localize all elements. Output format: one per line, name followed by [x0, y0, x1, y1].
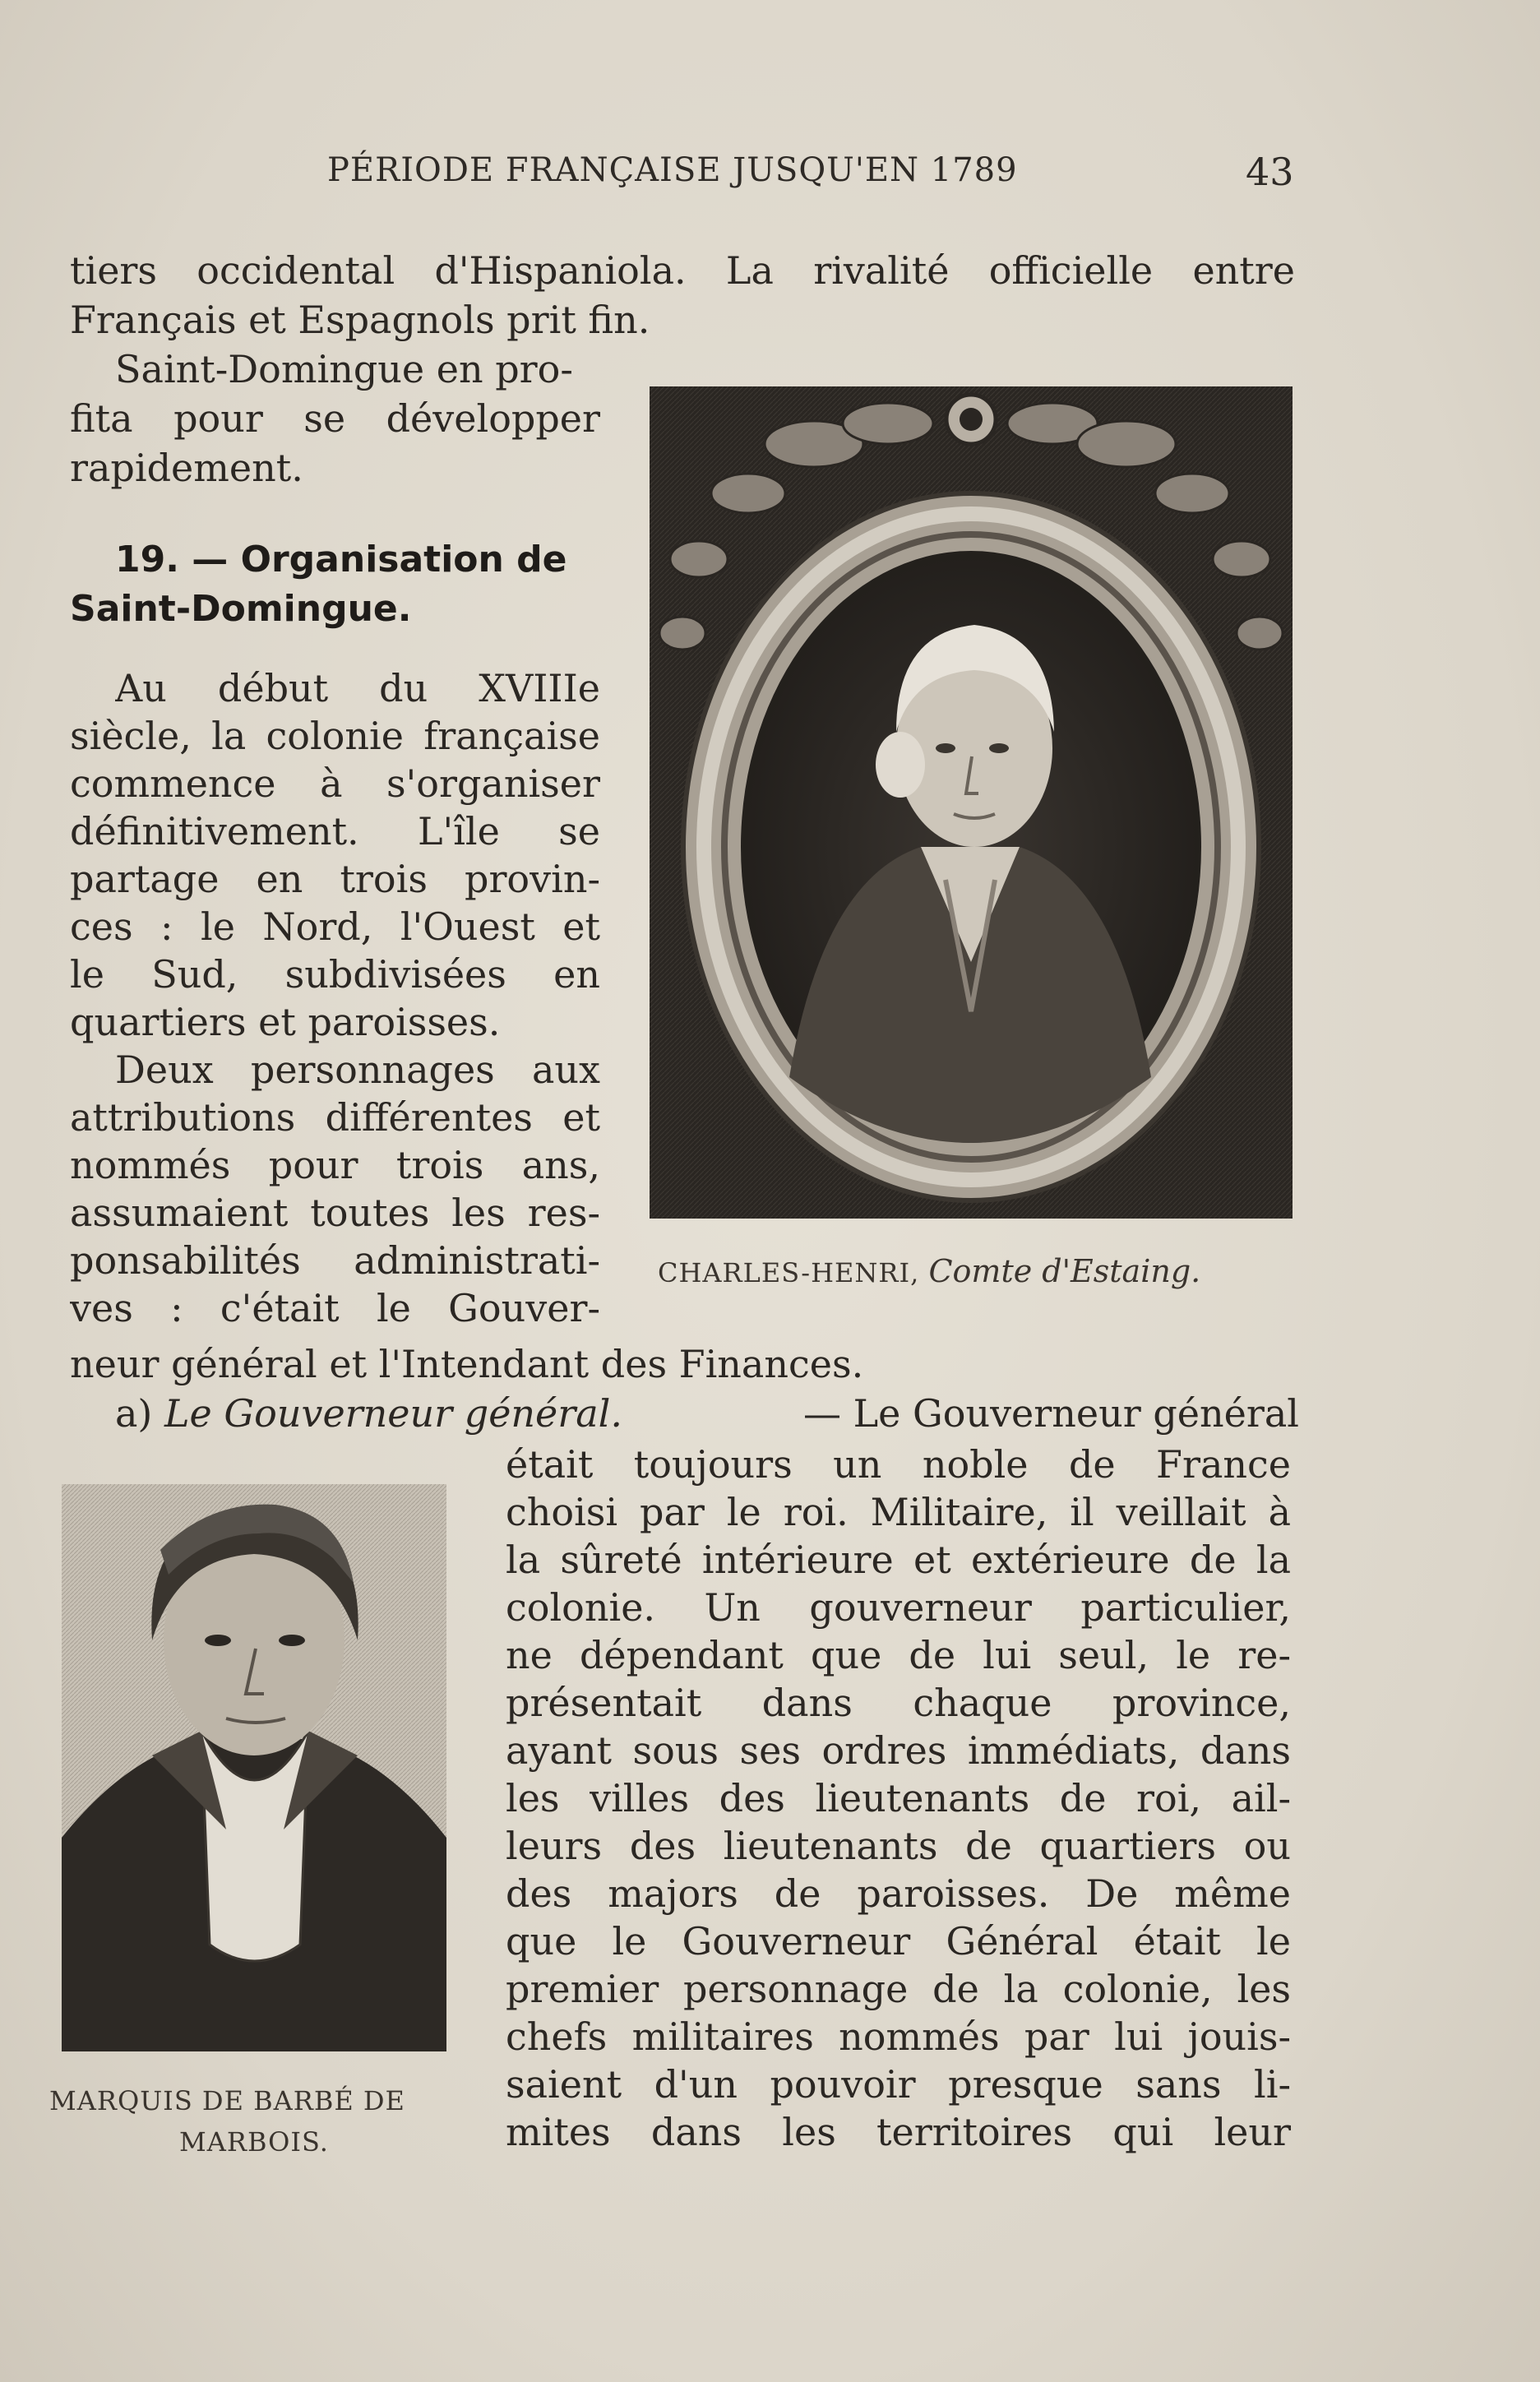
text-line: ces : le Nord, l'Ouest et — [70, 904, 600, 949]
text-line: les villes des lieutenants de roi, ail- — [506, 1776, 1291, 1820]
running-header — [0, 146, 1540, 204]
caption-estaing-name: CHARLES-HENRI, — [658, 1257, 920, 1288]
text-line: attributions différentes et — [70, 1095, 600, 1140]
portrait-estaing-image — [650, 386, 1293, 1219]
text-line: des majors de paroisses. De même — [506, 1871, 1291, 1916]
text-line: ayant sous ses ordres immédiats, dans — [506, 1728, 1291, 1773]
text-line: ves : c'était le Gouver- — [70, 1286, 600, 1330]
text-line: ne dépendant que de lui seul, le re- — [506, 1633, 1291, 1677]
text-line: assumaient toutes les res- — [70, 1191, 600, 1235]
text-line: siècle, la colonie française — [70, 714, 600, 758]
text-line: leurs des lieutenants de quartiers ou — [506, 1824, 1291, 1868]
text-line: le Sud, subdivisées en — [70, 952, 600, 997]
text-line: commence à s'organiser — [70, 761, 600, 806]
text-line: Saint-Domingue en pro- — [115, 347, 573, 391]
text-line: chefs militaires nommés par lui jouis- — [506, 2014, 1291, 2059]
portrait-barbe-image — [62, 1484, 446, 2051]
text-line: la sûreté intérieure et extérieure de la — [506, 1538, 1291, 1582]
text-line: définitivement. L'île se — [70, 809, 600, 853]
subsection-line — [115, 1390, 1299, 1437]
caption-barbe-line2: MARBOIS. — [179, 2126, 329, 2158]
text-line: partage en trois provin- — [70, 857, 600, 901]
text-line: choisi par le roi. Militaire, il veillait à — [506, 1490, 1291, 1534]
text-line: que le Gouverneur Général était le — [506, 1919, 1291, 1963]
caption-barbe-line1: MARQUIS DE BARBÉ DE — [49, 2085, 405, 2116]
text-line: saient d'un pouvoir presque sans li- — [506, 2062, 1291, 2107]
caption-estaing-title: Comte d'Estaing. — [928, 1253, 1201, 1289]
portrait-estaing — [650, 386, 1293, 1219]
caption-estaing — [658, 1253, 1200, 1289]
subsection-rest: — Le Gouverneur général — [802, 1391, 1299, 1436]
text-line: quartiers et paroisses. — [70, 1000, 501, 1044]
text-line: tiers occidental d'Hispaniola. La rivalité officielle entre — [70, 248, 1295, 293]
section-heading: 19. — Organisation de — [115, 539, 567, 580]
text-line: Français et Espagnols prit fin. — [70, 298, 650, 342]
subsection-title: Le Gouverneur général. — [164, 1391, 623, 1436]
portrait-barbe-marbois — [62, 1484, 446, 2051]
text-line: colonie. Un gouverneur particulier, — [506, 1585, 1291, 1630]
running-title: PÉRIODE FRANÇAISE JUSQU'EN 1789 — [327, 151, 1018, 189]
text-line: Deux personnages aux — [115, 1048, 600, 1092]
text-line: Au début du XVIIIe — [115, 666, 600, 710]
text-line: fita pour se développer — [70, 396, 600, 441]
text-line: rapidement. — [70, 446, 303, 490]
section-heading-cont: Saint-Domingue. — [70, 588, 412, 630]
text-line: nommés pour trois ans, — [70, 1143, 600, 1187]
text-line: mites dans les territoires qui leur — [506, 2110, 1291, 2154]
text-line: neur général et l'Intendant des Finances. — [70, 1342, 864, 1386]
text-line: présentait dans chaque province, — [506, 1681, 1291, 1725]
text-line: ponsabilités administrati- — [70, 1238, 600, 1283]
page-number: 43 — [1246, 150, 1294, 194]
text-line: était toujours un noble de France — [506, 1442, 1291, 1487]
subsection-marker: a) — [115, 1391, 153, 1436]
text-line: premier personnage de la colonie, les — [506, 1967, 1291, 2011]
